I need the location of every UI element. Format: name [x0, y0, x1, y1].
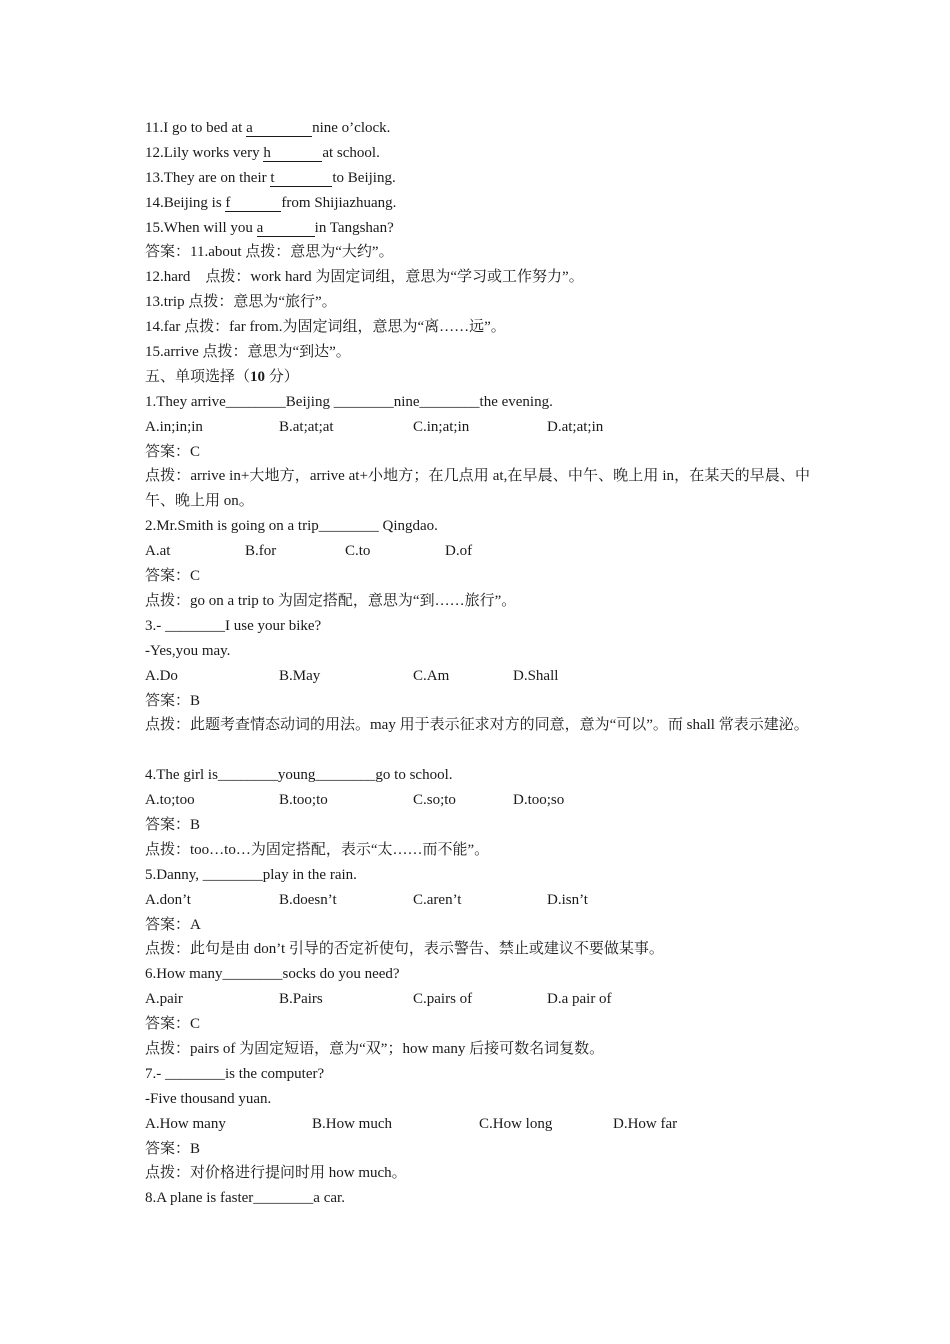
option-c: C.How long — [479, 1115, 553, 1132]
fill-question-12: 12.Lily works very h at school. — [145, 144, 380, 161]
option-a: A.don’t — [145, 891, 191, 908]
fill-answer: 12.hard 点拨：work hard 为固定词组，意思为“学习或工作努力”。 — [145, 269, 584, 286]
dialogue-reply: -Five thousand yuan. — [145, 1090, 272, 1107]
question-stem: 8.A plane is faster________a car. — [145, 1190, 345, 1207]
fill-answer: 13.trip 点拨：意思为“旅行”。 — [145, 294, 337, 311]
answer-line: 答案：C — [145, 1016, 201, 1033]
option-c: C.so;to — [413, 792, 456, 809]
explanation: 点拨：对价格进行提问时用 how much。 — [145, 1165, 407, 1182]
options-row — [145, 664, 810, 689]
explanation: 点拨：此句是由 don’t 引导的否定祈使句，表示警告、禁止或建议不要做某事。 — [145, 941, 664, 958]
answer-line: 答案：A — [145, 916, 201, 933]
question-stem: 2.Mr.Smith is going on a trip________ Qingdao. — [145, 518, 438, 535]
question-stem: 6.How many________socks do you need? — [145, 966, 400, 983]
option-d: D.of — [445, 543, 473, 560]
option-b: B.at;at;at — [279, 418, 334, 435]
answer-line: 答案：B — [145, 692, 201, 709]
answer-blank: h — [263, 146, 322, 162]
answer-blank: f — [225, 196, 281, 212]
fill-answer: 答案：11.about 点拨：意思为“大约”。 — [145, 244, 394, 261]
question-stem: 3.- ________I use your bike? — [145, 617, 322, 634]
dialogue-reply: -Yes,you may. — [145, 642, 231, 659]
option-b: B.doesn’t — [279, 891, 337, 908]
document-content — [145, 116, 810, 1211]
option-d: D.isn’t — [547, 891, 588, 908]
options-row — [145, 1112, 810, 1137]
explanation: 点拨：arrive in+大地方，arrive at+小地方；在几点用 at,在早晨、中午、晚上用 in，在某天的早晨、中午、晚上用 on。 — [145, 468, 810, 510]
option-b: B.too;to — [279, 792, 328, 809]
option-a: A.pair — [145, 991, 183, 1008]
option-d: D.a pair of — [547, 991, 612, 1008]
answer-line: 答案：C — [145, 443, 201, 460]
option-c: C.Am — [413, 667, 450, 684]
answer-blank: a — [257, 221, 315, 237]
fill-question-15: 15.When will you a in Tangshan? — [145, 219, 394, 236]
options-row — [145, 788, 810, 813]
options-row — [145, 987, 810, 1012]
fill-question-14: 14.Beijing is f from Shijiazhuang. — [145, 194, 397, 211]
question-stem: 5.Danny, ________play in the rain. — [145, 866, 357, 883]
fill-answer: 15.arrive 点拨：意思为“到达”。 — [145, 344, 351, 361]
option-c: C.to — [345, 543, 371, 560]
question-stem: 4.The girl is________young________go to school. — [145, 767, 453, 784]
option-b: B.May — [279, 667, 321, 684]
option-a: A.to;too — [145, 792, 195, 809]
option-c: C.in;at;in — [413, 418, 470, 435]
option-d: D.too;so — [513, 792, 565, 809]
option-a: A.in;in;in — [145, 418, 203, 435]
option-b: B.for — [245, 543, 277, 560]
option-c: C.pairs of — [413, 991, 473, 1008]
explanation: 点拨：too…to…为固定搭配，表示“太……而不能”。 — [145, 841, 490, 858]
fill-answer: 14.far 点拨：far from.为固定词组，意思为“离……远”。 — [145, 319, 506, 336]
explanation: 点拨：pairs of 为固定短语，意为“双”；how many 后接可数名词复数。 — [145, 1040, 605, 1057]
answer-line: 答案：B — [145, 816, 201, 833]
explanation: 点拨：此题考查情态动词的用法。may 用于表示征求对方的同意，意为“可以”。而 shall 常表示建泌。 — [145, 717, 809, 734]
option-b: B.How much — [312, 1115, 392, 1132]
explanation: 点拨：go on a trip to 为固定搭配，意思为“到……旅行”。 — [145, 592, 517, 609]
question-stem: 1.They arrive________Beijing ________nine________the evening. — [145, 393, 553, 410]
answer-line: 答案：C — [145, 568, 201, 585]
fill-question-13: 13.They are on their t to Beijing. — [145, 169, 396, 186]
option-a: A.How many — [145, 1115, 226, 1132]
question-stem: 7.- ________is the computer? — [145, 1065, 325, 1082]
option-d: D.How far — [613, 1115, 678, 1132]
option-a: A.Do — [145, 667, 178, 684]
answer-line: 答案：B — [145, 1140, 201, 1157]
answer-blank: a — [246, 121, 312, 137]
options-row — [145, 415, 810, 440]
options-row — [145, 888, 810, 913]
section-title: 五、单项选择（10 分） — [145, 368, 299, 385]
option-c: C.aren’t — [413, 891, 462, 908]
fill-question-11: 11.I go to bed at a nine o’clock. — [145, 120, 391, 136]
option-b: B.Pairs — [279, 991, 323, 1008]
options-row — [145, 539, 810, 564]
option-a: A.at — [145, 543, 171, 560]
answer-blank: t — [270, 171, 332, 187]
option-d: D.at;at;in — [547, 418, 604, 435]
option-d: D.Shall — [513, 667, 559, 684]
